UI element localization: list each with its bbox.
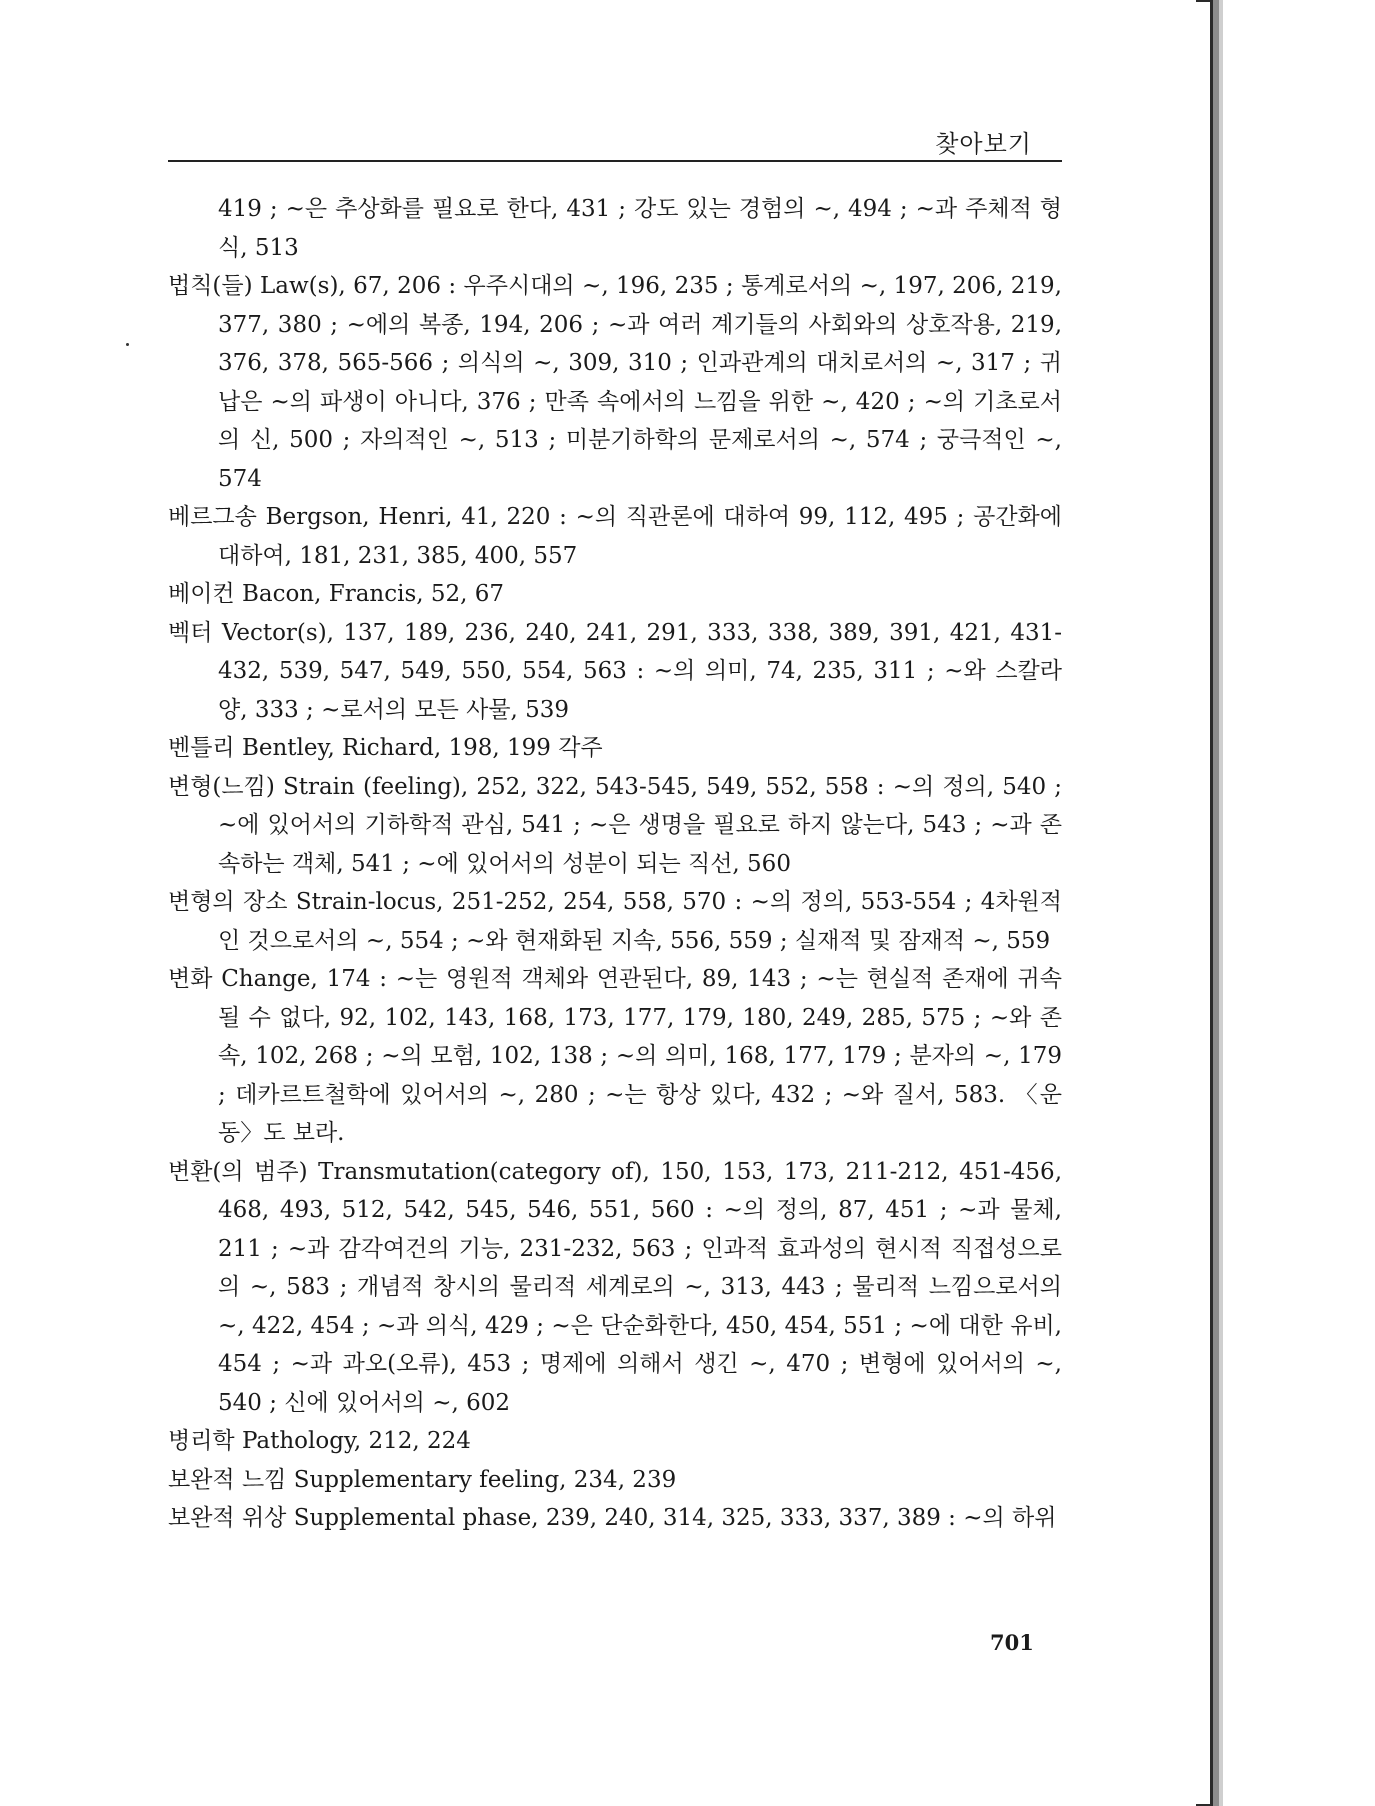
index-entry: 병리학 Pathology, 212, 224 [168, 1428, 471, 1454]
index-entries [168, 190, 1062, 1538]
index-entry: 법칙(들) Law(s), 67, 206 : 우주시대의 ~, 196, 235 ; 통계로서의 ~, 197, 206, 219, 377, 380 ; ~에의 복종, 194, 206 ; ~과 여러 계기들의 사회와의 상호작용, 219, 376, 378, 565-566 ; 의식의 ~, 309, 310 ; 인과관계의 대치로서의 ~, 317 ; 귀납은 ~의 파생이 아니다, 376 ; 만족 속에서의 느낌을 위한 ~, 420 ; ~의 기초로서의 신, 500 ; 자의적인 ~, 513 ; 미분기하학의 문제로서의 ~, 574 ; 궁극적인 ~, 574 [168, 273, 1062, 492]
index-entry: 벤틀리 Bentley, Richard, 198, 199 각주 [168, 735, 603, 761]
scan-speck [126, 343, 129, 346]
page-edge-top [1196, 0, 1210, 16]
index-entry: 419 ; ~은 추상화를 필요로 한다, 431 ; 강도 있는 경험의 ~, 494 ; ~과 주체적 형식, 513 [218, 196, 1062, 261]
index-entry: 보완적 느낌 Supplementary feeling, 234, 239 [168, 1466, 677, 1493]
index-entry: 보완적 위상 Supplemental phase, 239, 240, 314, 325, 333, 337, 389 : ~의 하위 [168, 1505, 1057, 1531]
index-entry: 베르그송 Bergson, Henri, 41, 220 : ~의 직관론에 대하여 99, 112, 495 ; 공간화에 대하여, 181, 231, 385, 400, 557 [168, 504, 1062, 569]
page-edge-bottom [1196, 1794, 1210, 1806]
index-entry: 변형의 장소 Strain-locus, 251-252, 254, 558, 570 : ~의 정의, 553-554 ; 4차원적인 것으로서의 ~, 554 ; ~와 현재화된 지속, 556, 559 ; 실재적 및 잠재적 ~, 559 [168, 889, 1062, 954]
index-entry: 변환(의 범주) Transmutation(category of), 150, 153, 173, 211-212, 451-456, 468, 493, 512, 542, 545, 546, 551, 560 : ~의 정의, 87, 451 ; ~과 물체, 211 ; ~과 감각여건의 기능, 231-232, 563 ; 인과적 효과성의 현시적 직접성으로의 ~, 583 ; 개념적 창시의 물리적 세계로의 ~, 313, 443 ; 물리적 느낌으로서의 ~, 422, 454 ; ~과 의식, 429 ; ~은 단순화한다, 450, 454, 551 ; ~에 대한 유비, 454 ; ~과 과오(오류), 453 ; 명제에 의해서 생긴 ~, 470 ; 변형에 있어서의 ~, 540 ; 신에 있어서의 ~, 602 [168, 1158, 1062, 1416]
index-entry: 변형(느낌) Strain (feeling), 252, 322, 543-545, 549, 552, 558 : ~의 정의, 540 ; ~에 있어서의 기하학적 관심, 541 ; ~은 생명을 필요로 하지 않는다, 543 ; ~과 존속하는 객체, 541 ; ~에 있어서의 성분이 되는 직선, 560 [168, 773, 1062, 877]
page-number: 701 [990, 1630, 1034, 1655]
index-entry: 변화 Change, 174 : ~는 영원적 객체와 연관된다, 89, 143 ; ~는 현실적 존재에 귀속될 수 없다, 92, 102, 143, 168, 173, 177, 179, 180, 249, 285, 575 ; ~와 존속, 102, 268 ; ~의 모험, 102, 138 ; ~의 의미, 168, 177, 179 ; 분자의 ~, 179 ; 데카르트철학에 있어서의 ~, 280 ; ~는 항상 있다, 432 ; ~와 질서, 583. 〈운동〉도 보라. [168, 966, 1062, 1146]
index-entry: 벡터 Vector(s), 137, 189, 236, 240, 241, 291, 333, 338, 389, 391, 421, 431-432, 539, 547, 549, 550, 554, 563 : ~의 의미, 74, 235, 311 ; ~와 스칼라 양, 333 ; ~로서의 모든 사물, 539 [168, 619, 1062, 723]
index-entry: 베이컨 Bacon, Francis, 52, 67 [168, 581, 505, 607]
running-header [168, 118, 1062, 162]
header-title: 찾아보기 [935, 130, 1032, 158]
